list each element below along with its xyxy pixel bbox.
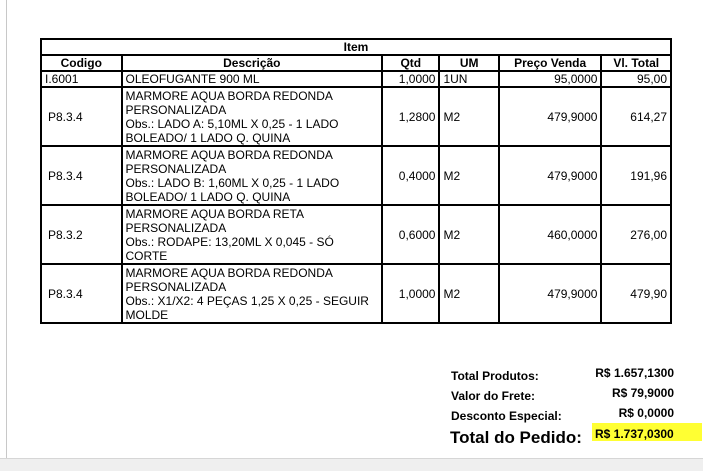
cell-descricao (122, 205, 383, 264)
cell-preco-venda: 479,9000 (499, 146, 602, 205)
table-row (41, 87, 671, 146)
cell-codigo: P8.3.4 (41, 264, 122, 323)
desc-line: BOLEADO/ 1 LADO Q. QUINA (125, 130, 291, 145)
col-header-qtd: Qtd (382, 55, 439, 71)
group-header-item: Item (41, 39, 671, 55)
desc-line: PERSONALIZADA (125, 220, 227, 235)
desc-line: Obs.: LADO B: 1,60ML X 0,25 - 1 LADO (125, 175, 340, 190)
cell-codigo: I.6001 (41, 71, 122, 87)
valor-frete-row (448, 386, 678, 406)
cell-vl-total: 191,96 (601, 146, 671, 205)
col-header-descricao: Descrição (122, 55, 383, 71)
cell-vl-total: 479,90 (601, 264, 671, 323)
cell-qtd: 1,2800 (382, 87, 439, 146)
cell-descricao (122, 87, 383, 146)
desc-line: Obs.: RODAPE: 13,20ML X 0,045 - SÓ (125, 234, 334, 249)
cell-vl-total: 276,00 (601, 205, 671, 264)
totals-block (448, 366, 678, 426)
total-produtos-label: Total Produtos: (451, 369, 539, 383)
desc-line: OLEOFUGANTE 900 ML (125, 72, 260, 86)
cell-preco-venda: 479,9000 (499, 87, 602, 146)
cell-qtd: 0,4000 (382, 146, 439, 205)
desc-line: MARMORE AQUA BORDA REDONDA (125, 147, 333, 162)
total-pedido-highlight (592, 423, 702, 441)
table-row (41, 264, 671, 323)
total-pedido-value: R$ 1.737,0300 (595, 427, 674, 441)
cell-qtd: 0,6000 (382, 205, 439, 264)
page-left-border (6, 0, 7, 458)
cell-um: 1UN (439, 71, 498, 87)
desc-line: Obs.: X1/X2: 4 PEÇAS 1,25 X 0,25 - SEGUIR (125, 293, 369, 308)
cell-preco-venda: 95,0000 (499, 71, 602, 87)
cell-um: M2 (439, 205, 498, 264)
cell-um: M2 (439, 264, 498, 323)
cell-codigo: P8.3.4 (41, 87, 122, 146)
cell-codigo: P8.3.2 (41, 205, 122, 264)
desc-line: BOLEADO/ 1 LADO Q. QUINA (125, 189, 291, 204)
items-table (40, 38, 672, 324)
desc-line: PERSONALIZADA (125, 102, 227, 117)
col-header-codigo: Codigo (41, 55, 122, 71)
bottom-scroll-area (0, 458, 703, 471)
desc-line: Obs.: LADO A: 5,10ML X 0,25 - 1 LADO (125, 116, 339, 131)
cell-vl-total: 95,00 (601, 71, 671, 87)
valor-frete-label: Valor do Frete: (451, 389, 536, 403)
desc-line: PERSONALIZADA (125, 279, 227, 294)
cell-preco-venda: 479,9000 (499, 264, 602, 323)
table-row (41, 146, 671, 205)
cell-qtd: 1,0000 (382, 264, 439, 323)
cell-um: M2 (439, 87, 498, 146)
cell-qtd: 1,0000 (382, 71, 439, 87)
cell-codigo: P8.3.4 (41, 146, 122, 205)
desc-line: MARMORE AQUA BORDA REDONDA (125, 88, 333, 103)
total-produtos-row (448, 366, 678, 386)
col-header-um: UM (439, 55, 498, 71)
valor-frete-value: R$ 79,9000 (611, 386, 674, 400)
desconto-value: R$ 0,0000 (618, 406, 674, 420)
cell-descricao (122, 264, 383, 323)
desc-line: MARMORE AQUA BORDA REDONDA (125, 265, 333, 280)
cell-descricao (122, 71, 383, 87)
cell-um: M2 (439, 146, 498, 205)
col-header-vl-total: Vl. Total (601, 55, 671, 71)
total-pedido-label: Total do Pedido: (450, 428, 582, 447)
col-header-preco-venda: Preço Venda (499, 55, 602, 71)
desc-line: PERSONALIZADA (125, 161, 227, 176)
table-row (41, 205, 671, 264)
table-row (41, 71, 671, 87)
desconto-label: Desconto Especial: (451, 409, 562, 423)
desc-line: CORTE (125, 248, 168, 263)
cell-vl-total: 614,27 (601, 87, 671, 146)
cell-preco-venda: 460,0000 (499, 205, 602, 264)
desc-line: MARMORE AQUA BORDA RETA (125, 206, 304, 221)
cell-descricao (122, 146, 383, 205)
desc-line: MOLDE (125, 307, 169, 322)
total-produtos-value: R$ 1.657,1300 (595, 366, 674, 380)
